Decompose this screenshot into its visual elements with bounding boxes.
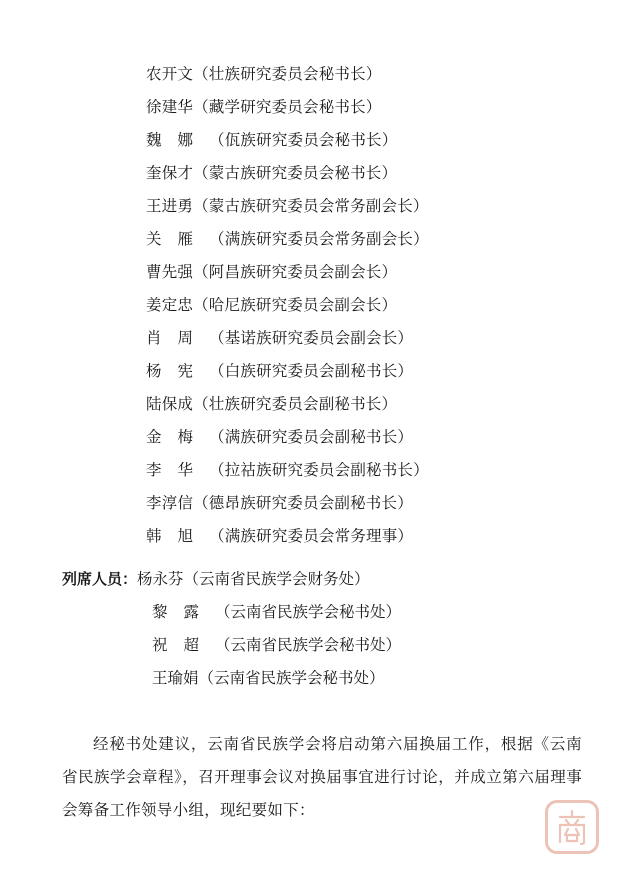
attendee-row xyxy=(146,292,586,325)
attendee-name: 徐建华 xyxy=(146,98,194,116)
attendee-role: （拉祜族研究委员会副秘书长） xyxy=(209,461,429,479)
attendee-row xyxy=(146,259,586,292)
attendee-name: 李淳信 xyxy=(146,494,194,512)
present-name: 杨永芬 xyxy=(137,570,184,588)
present-row xyxy=(62,599,582,632)
attendee-role: （满族研究委员会副秘书长） xyxy=(209,428,414,446)
seal-glyph-icon xyxy=(548,803,596,851)
attendee-role: （基诺族研究委员会副会长） xyxy=(209,329,414,347)
present-row xyxy=(62,665,582,698)
attendee-row xyxy=(146,358,586,391)
attendee-row xyxy=(146,490,586,523)
attendee-list xyxy=(146,61,586,556)
present-role: （云南省民族学会秘书处） xyxy=(215,603,402,621)
present-label: 列席人员： xyxy=(62,570,138,588)
attendee-row xyxy=(146,523,586,556)
attendee-role: （德昂族研究委员会副秘书长） xyxy=(193,494,413,512)
present-list xyxy=(62,566,582,698)
attendee-role: （哈尼族研究委员会副会长） xyxy=(193,296,398,314)
attendee-role: （阿昌族研究委员会副会长） xyxy=(193,263,398,281)
attendee-name: 姜定忠 xyxy=(146,296,194,314)
attendee-role: （壮族研究委员会副秘书长） xyxy=(193,395,398,413)
attendee-name: 王进勇 xyxy=(146,197,194,215)
present-row xyxy=(62,632,582,665)
attendee-name: 魏娜 xyxy=(146,131,210,149)
attendee-role: （满族研究委员会常务理事） xyxy=(209,527,414,545)
attendee-role: （蒙古族研究委员会秘书长） xyxy=(193,164,398,182)
attendee-name: 农开文 xyxy=(146,65,194,83)
present-name: 黎露 xyxy=(152,603,216,621)
attendee-row xyxy=(146,226,586,259)
attendee-role: （蒙古族研究委员会常务副会长） xyxy=(193,197,429,215)
attendee-name: 韩旭 xyxy=(146,527,210,545)
attendee-row xyxy=(146,391,586,424)
attendee-row xyxy=(146,127,586,160)
attendee-row xyxy=(146,325,586,358)
seal-stamp-icon xyxy=(545,800,599,854)
attendee-name: 杨宪 xyxy=(146,362,210,380)
attendee-name: 奎保才 xyxy=(146,164,194,182)
attendee-row xyxy=(146,424,586,457)
present-name: 祝超 xyxy=(152,636,216,654)
present-role: （云南省民族学会秘书处） xyxy=(215,636,402,654)
attendee-row xyxy=(146,94,586,127)
attendee-name: 陆保成 xyxy=(146,395,194,413)
attendee-name: 曹先强 xyxy=(146,263,194,281)
attendee-row xyxy=(146,457,586,490)
present-row xyxy=(62,566,582,599)
attendee-row xyxy=(146,160,586,193)
attendee-name: 关雁 xyxy=(146,230,210,248)
attendee-role: （壮族研究委员会秘书长） xyxy=(193,65,382,83)
attendee-row xyxy=(146,193,586,226)
attendee-name: 李华 xyxy=(146,461,210,479)
attendee-role: （满族研究委员会常务副会长） xyxy=(209,230,429,248)
attendee-name: 肖周 xyxy=(146,329,210,347)
attendee-row xyxy=(146,61,586,94)
present-name: 王瑜娟 xyxy=(152,669,199,687)
attendee-role: （佤族研究委员会秘书长） xyxy=(209,131,398,149)
attendee-role: （白族研究委员会副秘书长） xyxy=(209,362,414,380)
body-paragraph: 经秘书处建议，云南省民族学会将启动第六届换届工作，根据《云南省民族学会章程》，召开理事会议对换届事宜进行讨论，并成立第六届理事会筹备工作领导小组，现纪要如下： xyxy=(62,735,582,819)
attendee-name: 金梅 xyxy=(146,428,210,446)
attendee-role: （藏学研究委员会秘书长） xyxy=(193,98,382,116)
present-role: （云南省民族学会财务处） xyxy=(183,570,370,588)
present-role: （云南省民族学会秘书处） xyxy=(198,669,385,687)
